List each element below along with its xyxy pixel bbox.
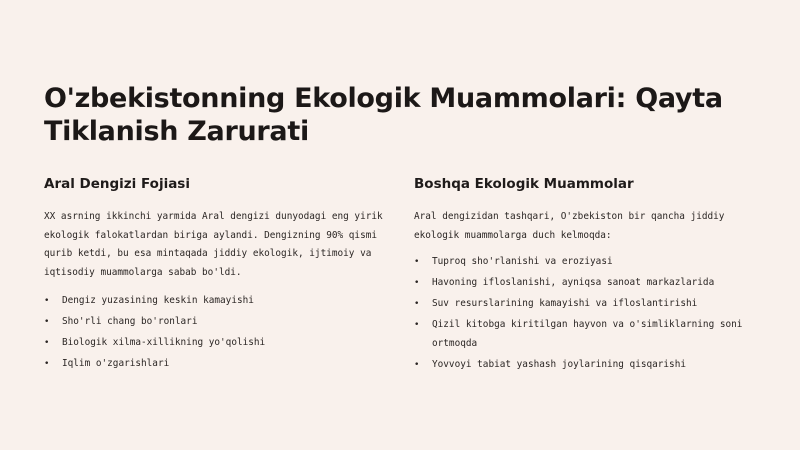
aral-sea-section bbox=[44, 175, 389, 376]
list-item-text: Iqlim o'zgarishlari bbox=[62, 358, 170, 369]
list-item bbox=[414, 253, 759, 272]
list-item bbox=[44, 334, 389, 353]
list-item bbox=[44, 355, 389, 374]
bullet-icon: • bbox=[44, 338, 50, 348]
bullet-icon: • bbox=[414, 278, 420, 288]
bullet-icon: • bbox=[414, 299, 420, 309]
other-problems-section bbox=[414, 175, 759, 377]
slide-title: O'zbekistonning Ekologik Muammolari: Qayta Tiklanish Zarurati bbox=[44, 83, 723, 147]
aral-sea-paragraph: XX asrning ikkinchi yarmida Aral dengizi dunyodagi eng yirik ekologik falokatlardan biriga aylandi. Dengizning 90% qismi qurib ketdi, bu esa mintaqada jiddiy ekologik, ijtimoiy va iqtisodiy muammolarga sabab bo'ldi. bbox=[44, 211, 383, 278]
list-item bbox=[44, 313, 389, 332]
list-item-text: Qizil kitobga kiritilgan hayvon va o'simliklarning soni ortmoqda bbox=[432, 319, 743, 349]
list-item-text: Havoning ifloslanishi, ayniqsa sanoat markazlarida bbox=[432, 277, 715, 288]
bullet-icon: • bbox=[44, 359, 50, 369]
list-item-text: Tuproq sho'rlanishi va eroziyasi bbox=[432, 256, 613, 267]
list-item bbox=[414, 356, 759, 375]
list-item-text: Biologik xilma-xillikning yo'qolishi bbox=[62, 337, 266, 348]
other-problems-bullet-list bbox=[414, 253, 759, 374]
other-problems-paragraph: Aral dengizidan tashqari, O'zbekiston bir qancha jiddiy ekologik muammolarga duch kelmoqda: bbox=[414, 211, 725, 241]
bullet-icon: • bbox=[44, 296, 50, 306]
aral-sea-heading: Aral Dengizi Fojiasi bbox=[44, 176, 190, 192]
list-item bbox=[44, 292, 389, 311]
list-item bbox=[414, 316, 759, 353]
other-problems-heading: Boshqa Ekologik Muammolar bbox=[414, 176, 634, 192]
list-item bbox=[414, 295, 759, 314]
list-item-text: Dengiz yuzasining keskin kamayishi bbox=[62, 295, 254, 306]
bullet-icon: • bbox=[414, 320, 420, 330]
list-item-text: Sho'rli chang bo'ronlari bbox=[62, 316, 198, 327]
bullet-icon: • bbox=[414, 257, 420, 267]
list-item-text: Suv resurslarining kamayishi va ifloslantirishi bbox=[432, 298, 698, 309]
bullet-icon: • bbox=[44, 317, 50, 327]
aral-sea-bullet-list bbox=[44, 292, 389, 374]
bullet-icon: • bbox=[414, 359, 420, 370]
list-item bbox=[414, 274, 759, 293]
list-item-text: Yovvoyi tabiat yashash joylarining qisqarishi bbox=[432, 358, 686, 370]
